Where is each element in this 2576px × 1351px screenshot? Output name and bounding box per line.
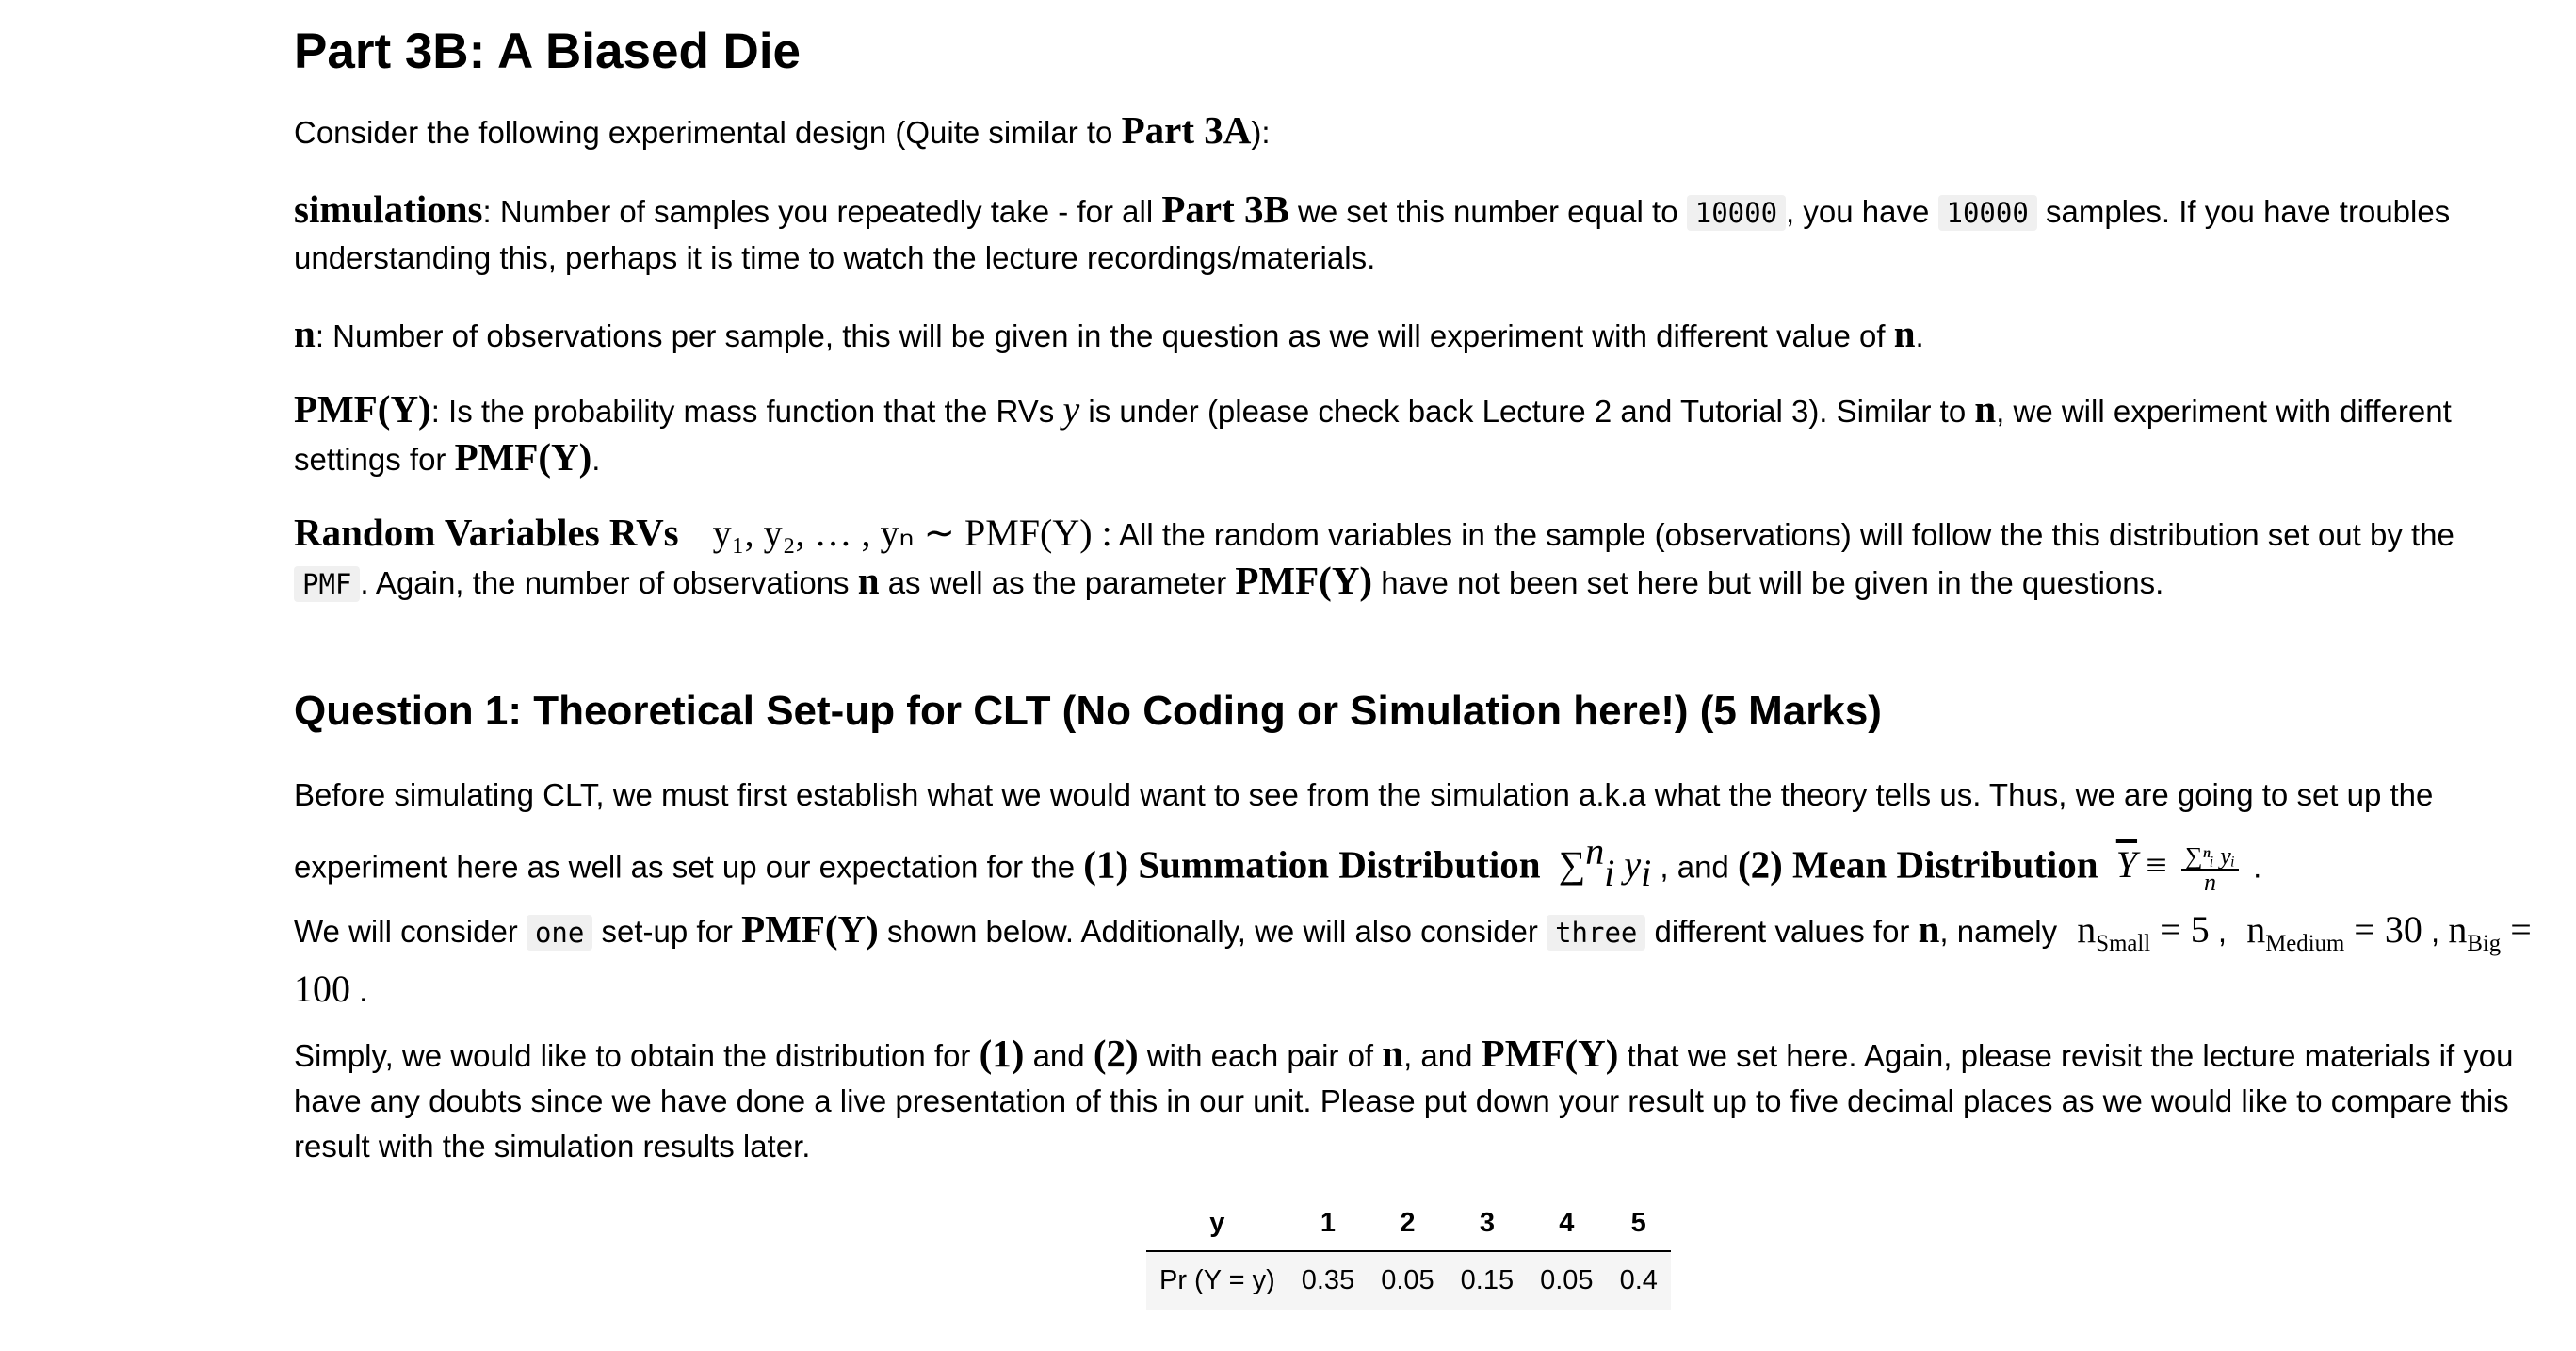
pmf-header-cell: 3 <box>1448 1196 1527 1251</box>
q1-text: that we set here. Again, please revisit the lecture materials if you have any doubts since we have done a live presentation of this in our unit. Please put down your result up to five decimal places as we would like to compare this result with the simulation results later. <box>294 1038 2514 1164</box>
equiv-symbol: ≡ <box>2146 843 2167 887</box>
rv-def-text: have not been set here but will be given in the questions. <box>1372 565 2164 600</box>
mean-distribution-label: (2) Mean Distribution <box>1737 842 2098 887</box>
pmf-header-cell: 4 <box>1527 1196 1606 1251</box>
inline-code: three <box>1547 915 1645 951</box>
simulations-text: we set this number equal to <box>1288 194 1687 229</box>
q1-text: We will consider <box>294 914 527 949</box>
inline-code: one <box>527 915 592 951</box>
inline-code: 10000 <box>1687 195 1786 231</box>
pmf-definition-paragraph <box>294 386 2535 482</box>
intro-text-end: ): <box>1251 115 1271 150</box>
n-term: n <box>1893 312 1916 355</box>
q1-text: with each pair of <box>1138 1038 1383 1073</box>
pmf-header-cell: 5 <box>1607 1196 1671 1251</box>
n-medium-expression: $n_{Medium} = 30$ <box>2246 908 2422 956</box>
n-term: n <box>1974 387 1997 431</box>
summation-distribution-label: (1) Summation Distribution <box>1083 842 1541 887</box>
rv-definition-paragraph <box>294 510 2535 607</box>
pmf-def-text: , we will experiment with different settings for <box>294 394 2452 477</box>
q1-paragraph-2: We will consider one set-up for PMF(Y) shown below. Additionally, we will also consider three different values for n, namely $n_{Small} = 5$ , $n_{Medium} = 30$ , $n_{Big} = 100$ . <box>294 907 2532 1010</box>
pmf-term: PMF(Y) <box>741 907 879 951</box>
q1-text: , and <box>1403 1038 1482 1073</box>
q1-paragraph-3: Simply, we would like to obtain the distribution for (1) and (2) with each pair of n, and PMF(Y) that we set here. Again, please revisit the lecture materials if you have any doubts since we have done a live presentation of this in our unit. Please put down your result up to five decimal places as we would like to compare this result with the simulation results later. <box>294 1032 2514 1164</box>
pmf-header-cell: 1 <box>1288 1196 1368 1251</box>
n-small-expression: $n_{Small} = 5$ <box>2077 908 2210 956</box>
simulations-term: simulations <box>294 187 483 231</box>
pmf-def-text: . <box>591 442 601 477</box>
pmf-table-header <box>1146 1196 1671 1251</box>
page-title: Part 3B: A Biased Die <box>294 24 802 79</box>
pmf-def-text: : Is the probability mass function that the RVs <box>430 394 1063 429</box>
pmf-cell: 0.05 <box>1527 1251 1606 1310</box>
simulations-text: samples. If you have troubles understanding this, perhaps it is time to watch the lecture recordings/materials. <box>294 194 2451 275</box>
simulations-paragraph <box>294 187 2535 281</box>
pmf-header-cell: y <box>1146 1196 1288 1251</box>
rv-def-text: . Again, the number of observations <box>360 565 858 600</box>
pmf-term: PMF(Y) <box>1235 559 1373 602</box>
summation-expression: ∑$^n_i$ $y_i$ <box>1558 830 1652 895</box>
simulations-text: : Number of samples you repeatedly take - for all <box>482 194 1162 229</box>
q1-paragraph-1 <box>294 767 2535 902</box>
pmf-cell: 0.35 <box>1288 1251 1368 1310</box>
inline-code: PMF <box>294 566 360 602</box>
simulations-text: , you have <box>1786 194 1938 229</box>
n-big-expression: $n_{Big} = 100$ <box>294 908 2532 1010</box>
q1-text: Simply, we would like to obtain the distribution for <box>294 1038 980 1073</box>
n-def-text: . <box>1915 318 1924 353</box>
simulations-part-ref: Part 3B <box>1161 187 1289 231</box>
rv-def-text: as well as the parameter <box>879 565 1236 600</box>
q1-text: Before simulating CLT, we must first establish what we would want to see from the simulation a.k.a what the theory tells us. Thus, we are going to set up the experiment here as well as set up our expectation for the <box>294 777 2434 885</box>
table-row <box>1146 1251 1671 1310</box>
pmf-term: PMF(Y) <box>294 387 431 431</box>
rv-expression: y₁, y₂, … , yₙ ∼ PMF(Y) : <box>712 512 1112 554</box>
n-term: n <box>1918 907 1940 951</box>
pmf-row-label: Pr (Y = y) <box>1146 1251 1288 1310</box>
n-def-text: : Number of observations per sample, this will be given in the question as we will experiment with different value of <box>315 318 1894 353</box>
q1-text: and <box>1024 1038 1094 1073</box>
pmf-cell: 0.15 <box>1448 1251 1527 1310</box>
q1-text: , namely <box>1939 914 2066 949</box>
ybar-symbol: $\overline{Y}$ <box>2115 843 2138 887</box>
n-term: n <box>857 559 880 602</box>
q1-text: shown below. Additionally, we will also consider <box>878 914 1547 949</box>
q1-text: , and <box>1651 849 1738 885</box>
inline-code: 10000 <box>1938 195 2037 231</box>
q1-text: . <box>2244 849 2262 885</box>
intro-part-ref: Part 3A <box>1121 108 1252 152</box>
pmf-cell: 0.4 <box>1607 1251 1671 1310</box>
rv-term: Random Variables RVs <box>294 511 679 554</box>
intro-paragraph <box>294 107 2535 155</box>
pmf-var: y <box>1062 388 1080 431</box>
n-term: n <box>1382 1032 1404 1075</box>
q1-text: different values for <box>1645 914 1919 949</box>
pmf-term: PMF(Y) <box>454 435 592 479</box>
n-definition-paragraph <box>294 311 2535 359</box>
pmf-header-cell: 2 <box>1368 1196 1447 1251</box>
q1-text: set-up for <box>592 914 742 949</box>
intro-text: Consider the following experimental design (Quite similar to <box>294 115 1122 150</box>
pmf-def-text: is under (please check back Lecture 2 and Tutorial 3). Similar to <box>1079 394 1975 429</box>
rv-def-text: All the random variables in the sample (observations) will follow the this distribution set out by the <box>1111 517 2454 552</box>
pmf-cell: 0.05 <box>1368 1251 1447 1310</box>
mean-fraction: $\frac{\text{∑ⁿᵢ yᵢ}}{n}$ <box>2181 844 2239 895</box>
question-1-heading: Question 1: Theoretical Set-up for CLT (No Coding or Simulation here!) (5 Marks) <box>294 688 1882 734</box>
pmf-term: PMF(Y) <box>1481 1032 1619 1075</box>
n-term: n <box>294 312 316 355</box>
pmf-table <box>1146 1196 1671 1310</box>
